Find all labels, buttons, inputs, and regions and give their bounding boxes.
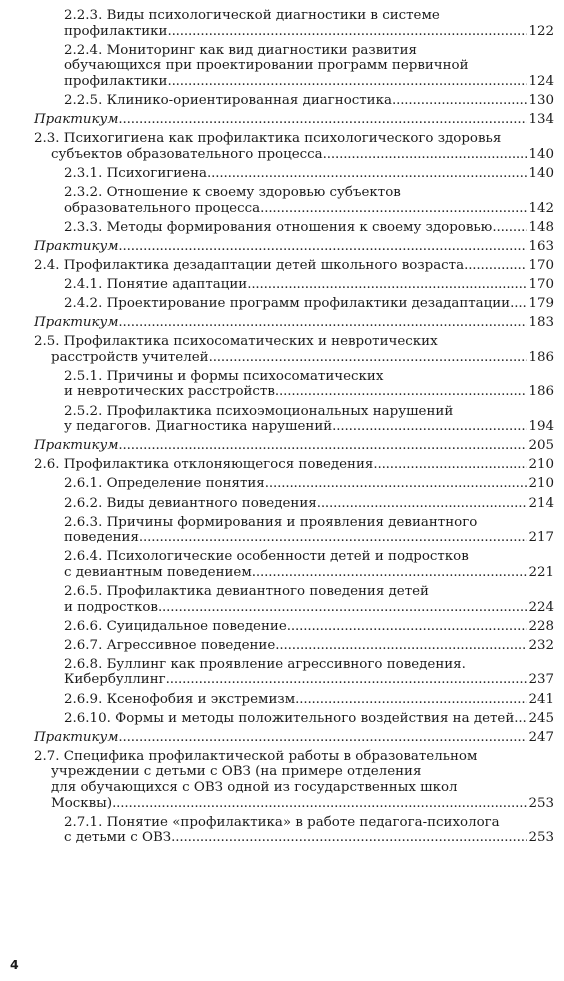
toc-subsection-entry[interactable] xyxy=(34,166,554,182)
toc-practicum-entry[interactable] xyxy=(34,112,554,128)
dot-leader xyxy=(373,457,527,473)
toc-entry-last-line xyxy=(64,277,554,293)
toc-entry-title: с девиантным поведением xyxy=(64,564,252,580)
dot-leader xyxy=(118,730,527,746)
toc-entry-last-line xyxy=(64,565,554,581)
toc-entry-line: 2.7.1. Понятие «профилактика» в работе педагога-психолога xyxy=(64,814,500,830)
toc-entry-last-line xyxy=(64,419,554,435)
toc-entry-last-line xyxy=(64,220,554,236)
dot-leader xyxy=(323,147,528,163)
toc-subsection-entry[interactable] xyxy=(34,404,554,435)
toc-subsection-entry[interactable] xyxy=(34,515,554,546)
toc-entry-last-line xyxy=(64,496,554,512)
toc-page-number: 122 xyxy=(528,23,554,39)
toc-entry-title: 2.3.1. Психогигиена xyxy=(64,165,208,181)
toc-page-number: 237 xyxy=(528,672,554,688)
toc-entry-title: с детьми с ОВЗ xyxy=(64,830,172,846)
toc-entry-last-line xyxy=(64,476,554,492)
toc-entry-last-line xyxy=(64,692,554,708)
dot-leader xyxy=(171,830,527,846)
toc-entry-last-line xyxy=(64,638,554,654)
toc-entry-last-line xyxy=(64,830,554,846)
dot-leader xyxy=(158,600,528,616)
toc-subsection-entry[interactable] xyxy=(34,185,554,216)
dot-leader xyxy=(275,384,528,400)
dot-leader xyxy=(252,565,528,581)
toc-entry-title: профилактики xyxy=(64,23,168,39)
dot-leader xyxy=(167,24,527,40)
toc-entry-title: 2.6.6. Суицидальное поведение xyxy=(64,618,287,634)
toc-subsection-entry[interactable] xyxy=(34,619,554,635)
toc-entry-last-line xyxy=(64,93,554,109)
toc-page-number: 148 xyxy=(528,219,554,235)
toc-page-number: 224 xyxy=(528,599,554,615)
dot-leader xyxy=(275,638,527,654)
toc-page-number: 241 xyxy=(528,691,554,707)
toc-entry-last-line xyxy=(34,147,554,163)
dot-leader xyxy=(118,438,527,454)
toc-subsection-entry[interactable] xyxy=(34,692,554,708)
toc-page-number: 186 xyxy=(528,384,554,400)
toc-section-entry[interactable] xyxy=(34,334,554,365)
dot-leader xyxy=(492,220,527,236)
toc-page-number: 186 xyxy=(528,349,554,365)
toc-page-number: 205 xyxy=(528,438,554,454)
toc-entry-title: 2.6.2. Виды девиантного поведения xyxy=(64,495,317,511)
toc-entry-line: 2.3.2. Отношение к своему здоровью субъектов xyxy=(64,184,401,200)
dot-leader xyxy=(209,350,528,366)
toc-page-number: 140 xyxy=(528,146,554,162)
toc-entry-title: поведения xyxy=(64,530,139,546)
toc-entry-title: 2.4.1. Понятие адаптации xyxy=(64,276,248,292)
toc-entry-last-line xyxy=(64,600,554,616)
toc-subsection-entry[interactable] xyxy=(34,93,554,109)
toc-entry-line: для обучающихся с ОВЗ одной из государственных школ xyxy=(51,780,458,796)
toc-entry-last-line xyxy=(34,239,554,255)
toc-section-entry[interactable] xyxy=(34,749,554,811)
toc-entry-last-line xyxy=(64,74,554,90)
toc-entry-title: расстройств учителей xyxy=(51,349,209,365)
toc-entry-title: Практикум xyxy=(34,238,119,254)
toc-entry-line: обучающихся при проектировании программ первичной xyxy=(64,58,469,74)
toc-entry-title: Практикум xyxy=(34,315,119,331)
toc-page-number: 163 xyxy=(528,238,554,254)
dot-leader xyxy=(207,166,527,182)
toc-entry-title: 2.4.2. Проектирование программ профилактики дезадаптации xyxy=(64,296,511,311)
dot-leader xyxy=(166,672,528,688)
toc-entry-line: 2.3. Психогигиена как профилактика психологического здоровья xyxy=(34,131,502,147)
table-of-contents xyxy=(34,8,554,849)
dot-leader xyxy=(118,112,527,128)
dot-leader xyxy=(510,296,527,312)
toc-practicum-entry[interactable] xyxy=(34,730,554,746)
toc-page-number: 210 xyxy=(528,476,554,492)
toc-page-number: 247 xyxy=(528,729,554,745)
toc-subsection-entry[interactable] xyxy=(34,496,554,512)
toc-subsection-entry[interactable] xyxy=(34,220,554,236)
toc-page-number: 170 xyxy=(528,257,554,273)
toc-page-number: 134 xyxy=(528,112,554,128)
toc-section-entry[interactable] xyxy=(34,258,554,274)
toc-practicum-entry[interactable] xyxy=(34,438,554,454)
toc-entry-last-line xyxy=(64,384,554,400)
toc-entry-line: 2.5.2. Профилактика психоэмоциональных нарушений xyxy=(64,403,454,419)
toc-entry-last-line xyxy=(64,619,554,635)
dot-leader xyxy=(247,277,527,293)
toc-entry-line: 2.6.8. Буллинг как проявление агрессивного поведения. xyxy=(64,656,466,672)
toc-entry-line: 2.5.1. Причины и формы психосоматических xyxy=(64,368,384,384)
toc-entry-line: 2.6.3. Причины формирования и проявления девиантного xyxy=(64,514,478,530)
toc-entry-line: учреждении с детьми с ОВЗ (на примере отделения xyxy=(51,764,422,780)
page-number: 4 xyxy=(10,957,19,972)
dot-leader xyxy=(287,619,528,635)
toc-entry-last-line xyxy=(34,350,554,366)
toc-entry-title: Кибербуллинг xyxy=(64,672,166,688)
toc-page-number: 179 xyxy=(528,296,554,311)
toc-page-number: 142 xyxy=(528,200,554,216)
toc-subsection-entry[interactable] xyxy=(34,476,554,492)
toc-entry-last-line xyxy=(64,672,554,688)
toc-subsection-entry[interactable] xyxy=(34,711,554,727)
toc-page-number: 194 xyxy=(528,419,554,435)
toc-page-number: 140 xyxy=(528,165,554,181)
toc-practicum-entry[interactable] xyxy=(34,239,554,255)
toc-entry-last-line xyxy=(64,201,554,217)
dot-leader xyxy=(118,239,527,255)
toc-entry-title: профилактики xyxy=(64,73,168,89)
toc-entry-title: Практикум xyxy=(34,112,119,128)
toc-subsection-entry[interactable] xyxy=(34,584,554,615)
toc-page-number: 221 xyxy=(528,564,554,580)
dot-leader xyxy=(317,496,528,512)
toc-entry-last-line xyxy=(64,530,554,546)
toc-entry-title: 2.6. Профилактика отклоняющегося поведения xyxy=(34,457,374,473)
dot-leader xyxy=(392,93,527,109)
toc-entry-last-line xyxy=(34,438,554,454)
toc-entry-title: 2.6.1. Определение понятия xyxy=(64,476,265,492)
toc-entry-title: 2.6.9. Ксенофобия и экстремизм xyxy=(64,691,296,707)
dot-leader xyxy=(332,419,527,435)
toc-page-number: 170 xyxy=(528,276,554,292)
toc-entry-title: 2.6.7. Агрессивное поведение xyxy=(64,637,276,653)
toc-subsection-entry[interactable] xyxy=(34,43,554,90)
toc-page-number: 217 xyxy=(528,530,554,546)
toc-entry-last-line xyxy=(34,258,554,274)
toc-entry-title: 2.3.3. Методы формирования отношения к своему здоровью xyxy=(64,219,493,235)
toc-page-number: 130 xyxy=(528,92,554,108)
toc-subsection-entry[interactable] xyxy=(34,638,554,654)
toc-page-number: 228 xyxy=(528,618,554,634)
dot-leader xyxy=(464,258,527,274)
toc-entry-title: Практикум xyxy=(34,438,119,454)
toc-page-number: 210 xyxy=(528,457,554,473)
toc-subsection-entry[interactable] xyxy=(34,277,554,293)
toc-entry-last-line xyxy=(34,796,554,812)
dot-leader xyxy=(265,476,528,492)
toc-entry-title: и невротических расстройств xyxy=(64,384,275,400)
toc-entry-title: у педагогов. Диагностика нарушений xyxy=(64,419,333,435)
dot-leader xyxy=(118,315,527,331)
dot-leader xyxy=(139,530,528,546)
toc-page-number: 245 xyxy=(528,710,554,726)
toc-entry-title: образовательного процесса xyxy=(64,200,261,216)
toc-entry-line: 2.2.4. Мониторинг как вид диагностики развития xyxy=(64,42,417,58)
toc-subsection-entry[interactable] xyxy=(34,369,554,400)
toc-page-number: 232 xyxy=(528,637,554,653)
toc-entry-last-line xyxy=(34,315,554,331)
toc-section-entry[interactable] xyxy=(34,457,554,473)
toc-page-number: 253 xyxy=(528,830,554,846)
toc-practicum-entry[interactable] xyxy=(34,315,554,331)
toc-section-entry[interactable] xyxy=(34,131,554,162)
dot-leader xyxy=(112,796,527,812)
toc-entry-last-line xyxy=(34,112,554,128)
toc-subsection-entry[interactable] xyxy=(34,815,554,846)
toc-entry-last-line xyxy=(64,711,554,727)
toc-entry-title: 2.4. Профилактика дезадаптации детей школьного возраста xyxy=(34,257,465,273)
toc-entry-title: 2.2.5. Клинико-ориентированная диагностика xyxy=(64,92,392,108)
toc-page-number: 183 xyxy=(528,315,554,331)
dot-leader xyxy=(295,692,527,708)
toc-page-number: 124 xyxy=(528,73,554,89)
toc-entry-title: субъектов образовательного процесса xyxy=(51,146,323,162)
toc-entry-title: Москвы) xyxy=(51,795,113,811)
toc-entry-last-line xyxy=(64,296,554,312)
toc-entry-line: 2.2.3. Виды психологической диагностики в системе xyxy=(64,8,440,23)
toc-entry-last-line xyxy=(34,457,554,473)
toc-entry-title: 2.6.10. Формы и методы положительного воздействия на детей xyxy=(64,710,515,726)
toc-subsection-entry[interactable] xyxy=(34,657,554,688)
toc-page-number: 214 xyxy=(528,495,554,511)
toc-entry-line: 2.5. Профилактика психосоматических и невротических xyxy=(34,334,438,350)
dot-leader xyxy=(260,201,527,217)
toc-entry-line: 2.7. Специфика профилактической работы в образовательном xyxy=(34,748,478,764)
toc-subsection-entry[interactable] xyxy=(34,296,554,312)
toc-entry-title: Практикум xyxy=(34,729,119,745)
toc-entry-last-line xyxy=(64,166,554,182)
toc-page-number: 253 xyxy=(528,795,554,811)
toc-entry-line: 2.6.5. Профилактика девиантного поведения детей xyxy=(64,584,429,599)
toc-entry-line: 2.6.4. Психологические особенности детей и подростков xyxy=(64,549,469,565)
toc-subsection-entry[interactable] xyxy=(34,549,554,580)
toc-subsection-entry[interactable] xyxy=(34,8,554,39)
toc-entry-title: и подростков xyxy=(64,599,158,615)
toc-entry-last-line xyxy=(34,730,554,746)
dot-leader xyxy=(167,74,527,90)
toc-entry-last-line xyxy=(64,24,554,40)
dot-leader xyxy=(514,711,527,727)
